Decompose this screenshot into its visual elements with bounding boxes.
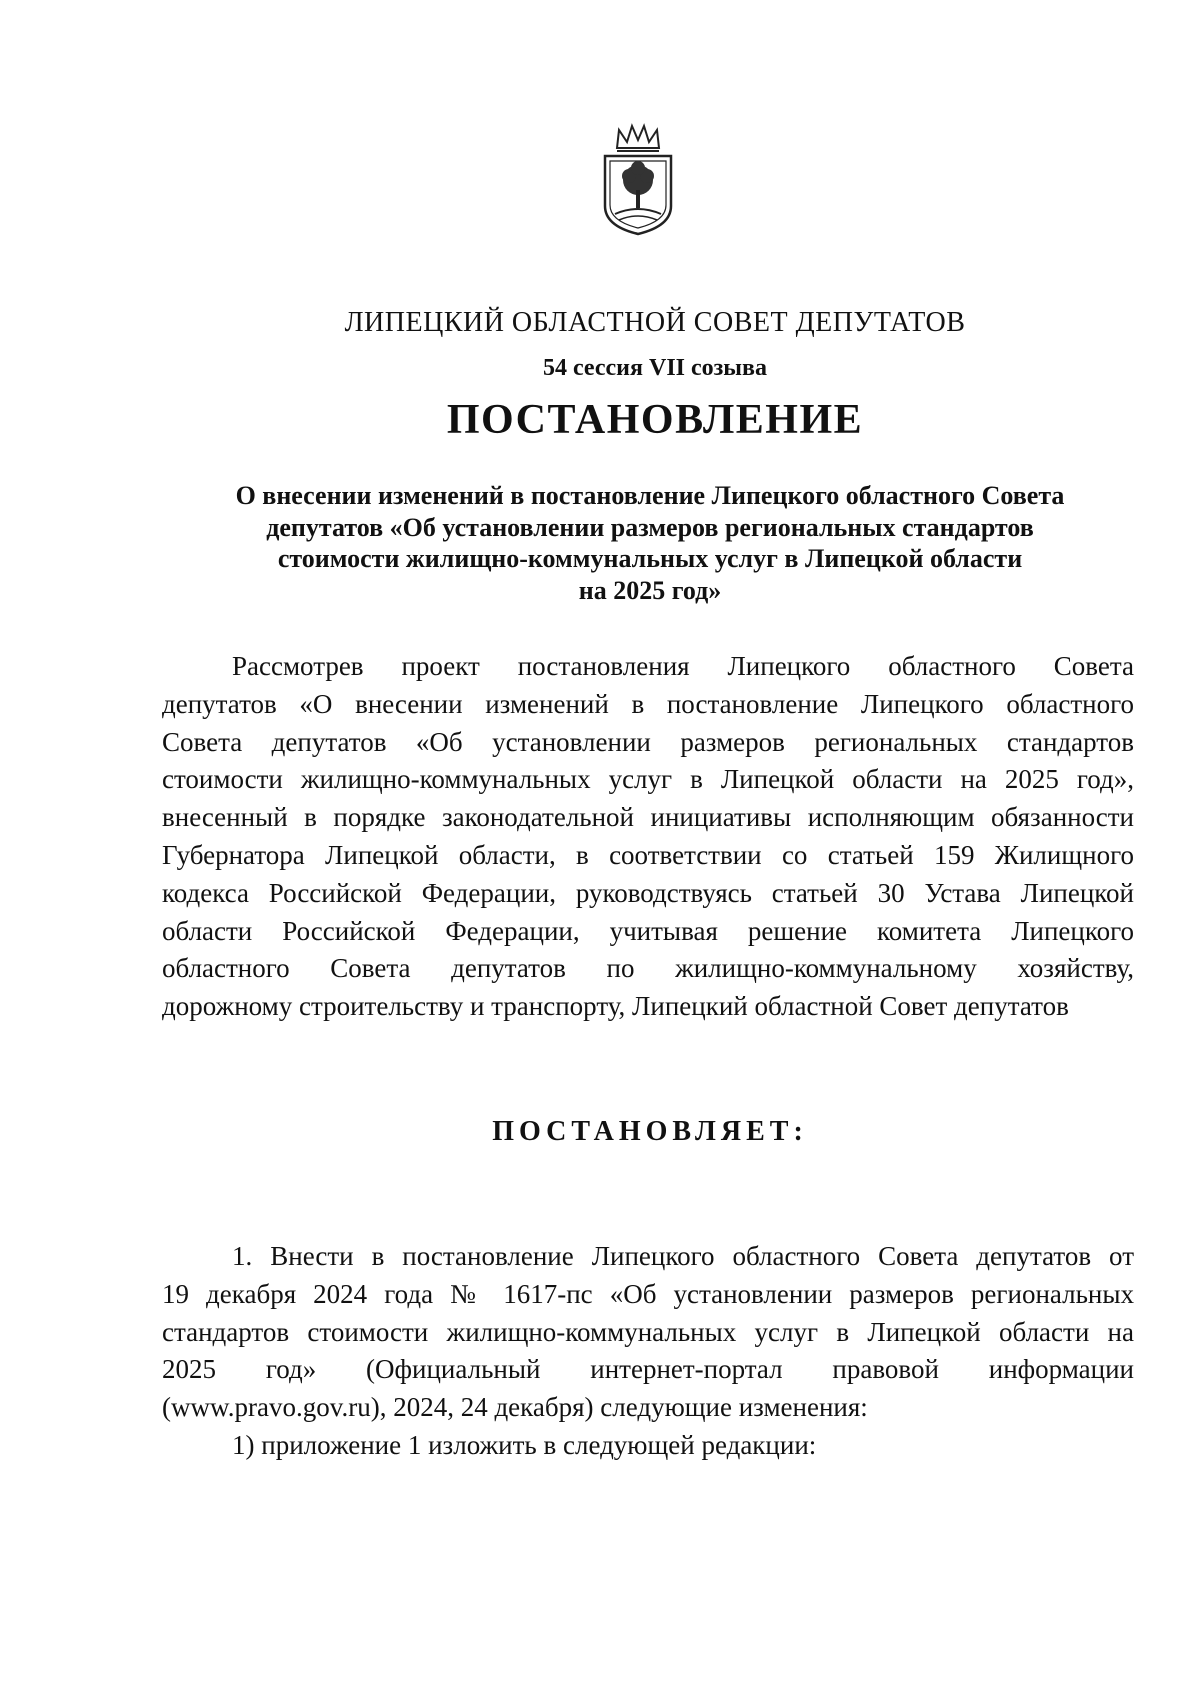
session-number: 54 сессия VII созыва: [542, 355, 767, 381]
subject-line: стоимости жилищно-коммунальных услуг в Липецкой области: [277, 544, 1023, 573]
preamble-line: области Российской Федерации, учитывая решение комитета Липецкого: [162, 915, 1134, 946]
document-type-title: ПОСТАНОВЛЕНИЕ: [446, 397, 864, 443]
preamble-line: дорожному строительству и транспорту, Липецкий областной Совет депутатов: [162, 991, 1069, 1022]
clause-subitem: 1) приложение 1 изложить в следующей редакции:: [232, 1429, 817, 1460]
preamble-line: кодекса Российской Федерации, руководствуясь статьей 30 Устава Липецкой: [162, 877, 1134, 908]
clause-line: 1. Внести в постановление Липецкого областного Совета депутатов от: [232, 1241, 1134, 1271]
clause-line: 2025 год» (Официальный интернет-портал правовой информации: [162, 1354, 1134, 1385]
subject-line: депутатов «Об установлении размеров региональных стандартов: [266, 512, 1034, 542]
lipetsk-coat-of-arms-icon: [597, 122, 679, 240]
subject-line: на 2025 год»: [578, 575, 722, 605]
preamble-line: Рассмотрев проект постановления Липецкого областного Совета: [232, 651, 1134, 681]
clause-line: (www.pravo.gov.ru), 2024, 24 декабря) следующие изменения:: [162, 1392, 868, 1423]
preamble-line: внесенный в порядке законодательной инициативы исполняющим обязанности: [162, 802, 1134, 833]
clause-line: 19 декабря 2024 года № 1617-пс «Об установлении размеров региональных: [162, 1278, 1134, 1309]
preamble-line: областного Совета депутатов по жилищно-коммунальному хозяйству,: [162, 953, 1134, 984]
preamble-line: стоимости жилищно-коммунальных услуг в Липецкой области на 2025 год»,: [162, 764, 1134, 795]
council-name: ЛИПЕЦКИЙ ОБЛАСТНОЙ СОВЕТ ДЕПУТАТОВ: [344, 307, 966, 338]
clause-line: стандартов стоимости жилищно-коммунальных услуг в Липецкой области на: [162, 1316, 1134, 1347]
resolves-heading: ПОСТАНОВЛЯЕТ:: [492, 1116, 808, 1147]
preamble-line: Губернатора Липецкой области, в соответствии со статьей 159 Жилищного: [162, 839, 1134, 870]
subject-line: О внесении изменений в постановление Липецкого областного Совета: [235, 481, 1065, 510]
document-subject: [150, 480, 1150, 606]
preamble-line: депутатов «О внесении изменений в постановление Липецкого областного: [162, 688, 1134, 719]
clause-1-paragraph: [162, 1238, 1134, 1465]
preamble-paragraph: [162, 648, 1134, 1026]
preamble-line: Совета депутатов «Об установлении размеров региональных стандартов: [162, 726, 1134, 757]
